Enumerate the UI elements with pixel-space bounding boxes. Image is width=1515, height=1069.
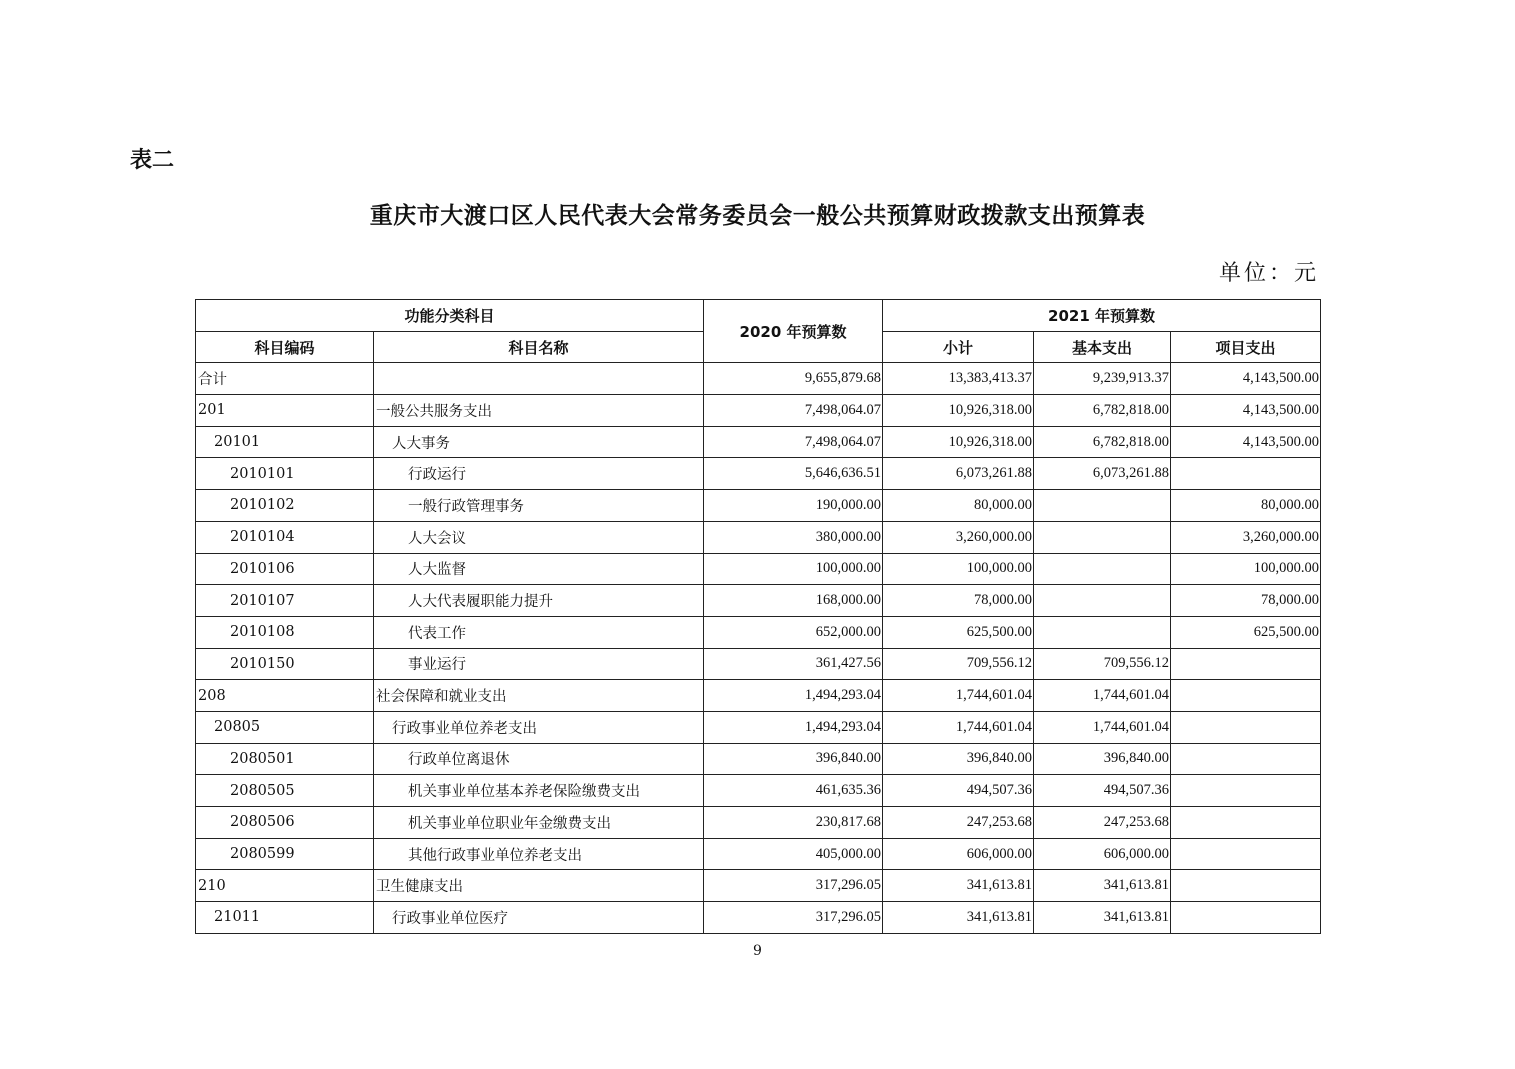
table-row — [196, 902, 1321, 934]
cell-name: 行政运行 — [374, 458, 704, 490]
table-row — [196, 775, 1321, 807]
cell-code: 合计 — [196, 363, 374, 395]
cell-name: 其他行政事业单位养老支出 — [374, 838, 704, 870]
cell-budget-2020: 230,817.68 — [704, 807, 883, 839]
cell-name: 机关事业单位职业年金缴费支出 — [374, 807, 704, 839]
table-label: 表二 — [130, 148, 175, 173]
table-row — [196, 807, 1321, 839]
cell-subtotal: 1,744,601.04 — [883, 680, 1034, 712]
cell-subtotal: 100,000.00 — [883, 553, 1034, 585]
cell-budget-2020: 7,498,064.07 — [704, 395, 883, 427]
cell-basic: 606,000.00 — [1034, 838, 1171, 870]
cell-name: 事业运行 — [374, 648, 704, 680]
cell-budget-2020: 9,655,879.68 — [704, 363, 883, 395]
cell-subtotal: 80,000.00 — [883, 490, 1034, 522]
cell-project: 4,143,500.00 — [1171, 426, 1321, 458]
cell-basic: 6,782,818.00 — [1034, 395, 1171, 427]
cell-code: 2080506 — [196, 807, 374, 839]
cell-project — [1171, 775, 1321, 807]
cell-budget-2020: 317,296.05 — [704, 870, 883, 902]
cell-code: 2010102 — [196, 490, 374, 522]
cell-subtotal: 247,253.68 — [883, 807, 1034, 839]
budget-table — [195, 299, 1321, 934]
cell-budget-2020: 380,000.00 — [704, 521, 883, 553]
table-row — [196, 838, 1321, 870]
unit-label: 单位：元 — [1218, 261, 1319, 286]
cell-basic: 341,613.81 — [1034, 870, 1171, 902]
table-row — [196, 743, 1321, 775]
cell-project — [1171, 648, 1321, 680]
cell-code: 2010104 — [196, 521, 374, 553]
cell-code: 21011 — [196, 902, 374, 934]
table-row — [196, 363, 1321, 395]
cell-name: 卫生健康支出 — [374, 870, 704, 902]
cell-budget-2020: 1,494,293.04 — [704, 680, 883, 712]
cell-subtotal: 10,926,318.00 — [883, 395, 1034, 427]
table-row — [196, 680, 1321, 712]
cell-budget-2020: 405,000.00 — [704, 838, 883, 870]
header-name: 科目名称 — [374, 331, 704, 363]
cell-basic: 1,744,601.04 — [1034, 711, 1171, 743]
cell-budget-2020: 361,427.56 — [704, 648, 883, 680]
table-row — [196, 553, 1321, 585]
cell-subtotal: 494,507.36 — [883, 775, 1034, 807]
table-row — [196, 616, 1321, 648]
table-row — [196, 648, 1321, 680]
cell-name: 一般行政管理事务 — [374, 490, 704, 522]
cell-budget-2020: 190,000.00 — [704, 490, 883, 522]
cell-basic — [1034, 553, 1171, 585]
cell-code: 201 — [196, 395, 374, 427]
table-row — [196, 426, 1321, 458]
cell-project — [1171, 458, 1321, 490]
cell-project: 80,000.00 — [1171, 490, 1321, 522]
cell-name — [374, 363, 704, 395]
cell-name: 人大代表履职能力提升 — [374, 585, 704, 617]
cell-basic: 6,073,261.88 — [1034, 458, 1171, 490]
cell-subtotal: 10,926,318.00 — [883, 426, 1034, 458]
cell-basic: 247,253.68 — [1034, 807, 1171, 839]
cell-code: 2010106 — [196, 553, 374, 585]
cell-code: 2010107 — [196, 585, 374, 617]
cell-budget-2020: 396,840.00 — [704, 743, 883, 775]
page-number: 9 — [753, 943, 762, 959]
cell-budget-2020: 7,498,064.07 — [704, 426, 883, 458]
table-row — [196, 395, 1321, 427]
cell-project — [1171, 711, 1321, 743]
cell-budget-2020: 461,635.36 — [704, 775, 883, 807]
cell-project — [1171, 838, 1321, 870]
cell-code: 210 — [196, 870, 374, 902]
cell-budget-2020: 1,494,293.04 — [704, 711, 883, 743]
cell-subtotal: 1,744,601.04 — [883, 711, 1034, 743]
cell-code: 2010150 — [196, 648, 374, 680]
cell-project — [1171, 680, 1321, 712]
cell-budget-2020: 100,000.00 — [704, 553, 883, 585]
cell-subtotal: 709,556.12 — [883, 648, 1034, 680]
cell-code: 20805 — [196, 711, 374, 743]
table-row — [196, 585, 1321, 617]
cell-project: 3,260,000.00 — [1171, 521, 1321, 553]
header-budget-2021-group: 2021 年预算数 — [883, 300, 1321, 332]
header-project: 项目支出 — [1171, 331, 1321, 363]
cell-subtotal: 13,383,413.37 — [883, 363, 1034, 395]
table-row — [196, 521, 1321, 553]
cell-basic: 1,744,601.04 — [1034, 680, 1171, 712]
cell-basic: 6,782,818.00 — [1034, 426, 1171, 458]
cell-basic — [1034, 521, 1171, 553]
cell-basic: 341,613.81 — [1034, 902, 1171, 934]
cell-name: 行政单位离退休 — [374, 743, 704, 775]
cell-subtotal: 3,260,000.00 — [883, 521, 1034, 553]
cell-subtotal: 78,000.00 — [883, 585, 1034, 617]
table-row — [196, 458, 1321, 490]
cell-subtotal: 606,000.00 — [883, 838, 1034, 870]
cell-name: 人大事务 — [374, 426, 704, 458]
cell-code: 2010101 — [196, 458, 374, 490]
cell-code: 2080501 — [196, 743, 374, 775]
cell-project: 4,143,500.00 — [1171, 363, 1321, 395]
header-functional-group: 功能分类科目 — [196, 300, 704, 332]
cell-project: 100,000.00 — [1171, 553, 1321, 585]
table-row — [196, 490, 1321, 522]
header-subtotal: 小计 — [883, 331, 1034, 363]
cell-project: 4,143,500.00 — [1171, 395, 1321, 427]
cell-code: 2010108 — [196, 616, 374, 648]
table-row — [196, 711, 1321, 743]
cell-subtotal: 625,500.00 — [883, 616, 1034, 648]
cell-name: 代表工作 — [374, 616, 704, 648]
cell-code: 20101 — [196, 426, 374, 458]
cell-name: 社会保障和就业支出 — [374, 680, 704, 712]
cell-budget-2020: 5,646,636.51 — [704, 458, 883, 490]
document-title: 重庆市大渡口区人民代表大会常务委员会一般公共预算财政拨款支出预算表 — [369, 202, 1146, 229]
cell-project: 78,000.00 — [1171, 585, 1321, 617]
header-basic: 基本支出 — [1034, 331, 1171, 363]
cell-project — [1171, 743, 1321, 775]
cell-budget-2020: 168,000.00 — [704, 585, 883, 617]
cell-name: 行政事业单位医疗 — [374, 902, 704, 934]
cell-project: 625,500.00 — [1171, 616, 1321, 648]
cell-budget-2020: 652,000.00 — [704, 616, 883, 648]
header-row-1 — [196, 300, 1321, 332]
cell-subtotal: 341,613.81 — [883, 870, 1034, 902]
cell-code: 208 — [196, 680, 374, 712]
table-body — [196, 363, 1321, 933]
cell-basic — [1034, 616, 1171, 648]
cell-project — [1171, 807, 1321, 839]
header-budget-2020: 2020 年预算数 — [704, 300, 883, 363]
cell-project — [1171, 902, 1321, 934]
cell-basic: 396,840.00 — [1034, 743, 1171, 775]
cell-basic — [1034, 585, 1171, 617]
cell-code: 2080599 — [196, 838, 374, 870]
cell-name: 机关事业单位基本养老保险缴费支出 — [374, 775, 704, 807]
cell-basic: 494,507.36 — [1034, 775, 1171, 807]
cell-basic: 709,556.12 — [1034, 648, 1171, 680]
cell-name: 人大监督 — [374, 553, 704, 585]
cell-basic: 9,239,913.37 — [1034, 363, 1171, 395]
cell-name: 一般公共服务支出 — [374, 395, 704, 427]
cell-subtotal: 341,613.81 — [883, 902, 1034, 934]
cell-project — [1171, 870, 1321, 902]
cell-basic — [1034, 490, 1171, 522]
cell-name: 行政事业单位养老支出 — [374, 711, 704, 743]
cell-subtotal: 396,840.00 — [883, 743, 1034, 775]
table-row — [196, 870, 1321, 902]
cell-code: 2080505 — [196, 775, 374, 807]
cell-name: 人大会议 — [374, 521, 704, 553]
header-code: 科目编码 — [196, 331, 374, 363]
cell-subtotal: 6,073,261.88 — [883, 458, 1034, 490]
cell-budget-2020: 317,296.05 — [704, 902, 883, 934]
